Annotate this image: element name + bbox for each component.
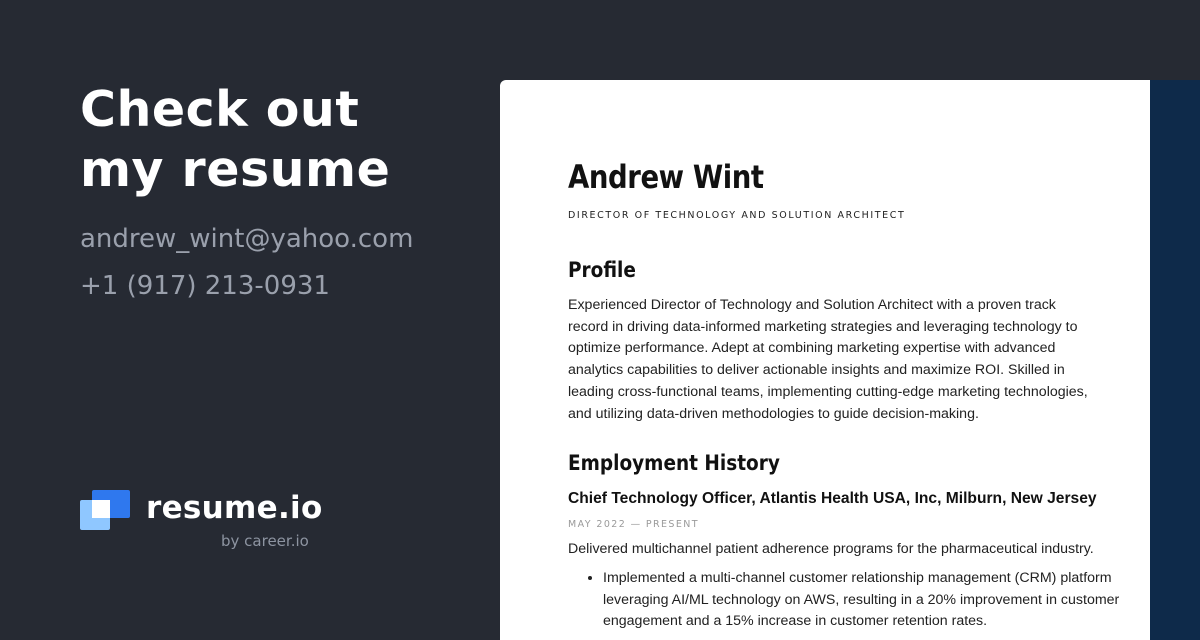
job-dates: MAY 2022 — PRESENT bbox=[568, 519, 699, 530]
headline-line-1: Check out bbox=[80, 81, 360, 138]
brand-tagline: by career.io bbox=[221, 532, 309, 550]
resume-preview bbox=[500, 80, 1150, 640]
promo-headline bbox=[80, 80, 390, 200]
job-heading: Chief Technology Officer, Atlantis Health USA, Inc, Milburn, New Jersey bbox=[568, 490, 1097, 507]
brand-name: resume.io bbox=[146, 490, 323, 526]
resume-name: Andrew Wint bbox=[568, 158, 764, 196]
job-summary: Delivered multichannel patient adherence programs for the pharmaceutical industry. bbox=[568, 541, 1094, 557]
resume-io-logo-icon bbox=[80, 490, 132, 532]
resume-title: DIRECTOR OF TECHNOLOGY AND SOLUTION ARCHITECT bbox=[568, 210, 906, 221]
resume-side-bar bbox=[1150, 80, 1200, 640]
job-bullet: • Implemented a multi-channel customer relationship management (CRM) platform leveraging AI/ML technology on AWS, resulting in a 20% improvement in customer engagement and a 15% increase in customer retention rates. bbox=[603, 568, 1123, 633]
job-bullets bbox=[584, 568, 1123, 633]
profile-heading: Profile bbox=[568, 258, 636, 282]
profile-text: Experienced Director of Technology and Solution Architect with a proven track record in driving data-informed marketing strategies and leveraging technology to optimize performance. Adept at combining marketing expertise with advanced analytics capabilities to deliver actionable insights and maximize ROI. Skilled in leading cross-functional teams, implementing cutting-edge marketing technologies, and utilizing data-driven methodologies to guide decision-making. bbox=[568, 297, 1088, 422]
headline-line-2: my resume bbox=[80, 141, 391, 198]
contact-phone: +1 (917) 213-0931 bbox=[80, 271, 330, 301]
contact-email: andrew_wint@yahoo.com bbox=[80, 224, 414, 254]
employment-heading: Employment History bbox=[568, 451, 780, 475]
